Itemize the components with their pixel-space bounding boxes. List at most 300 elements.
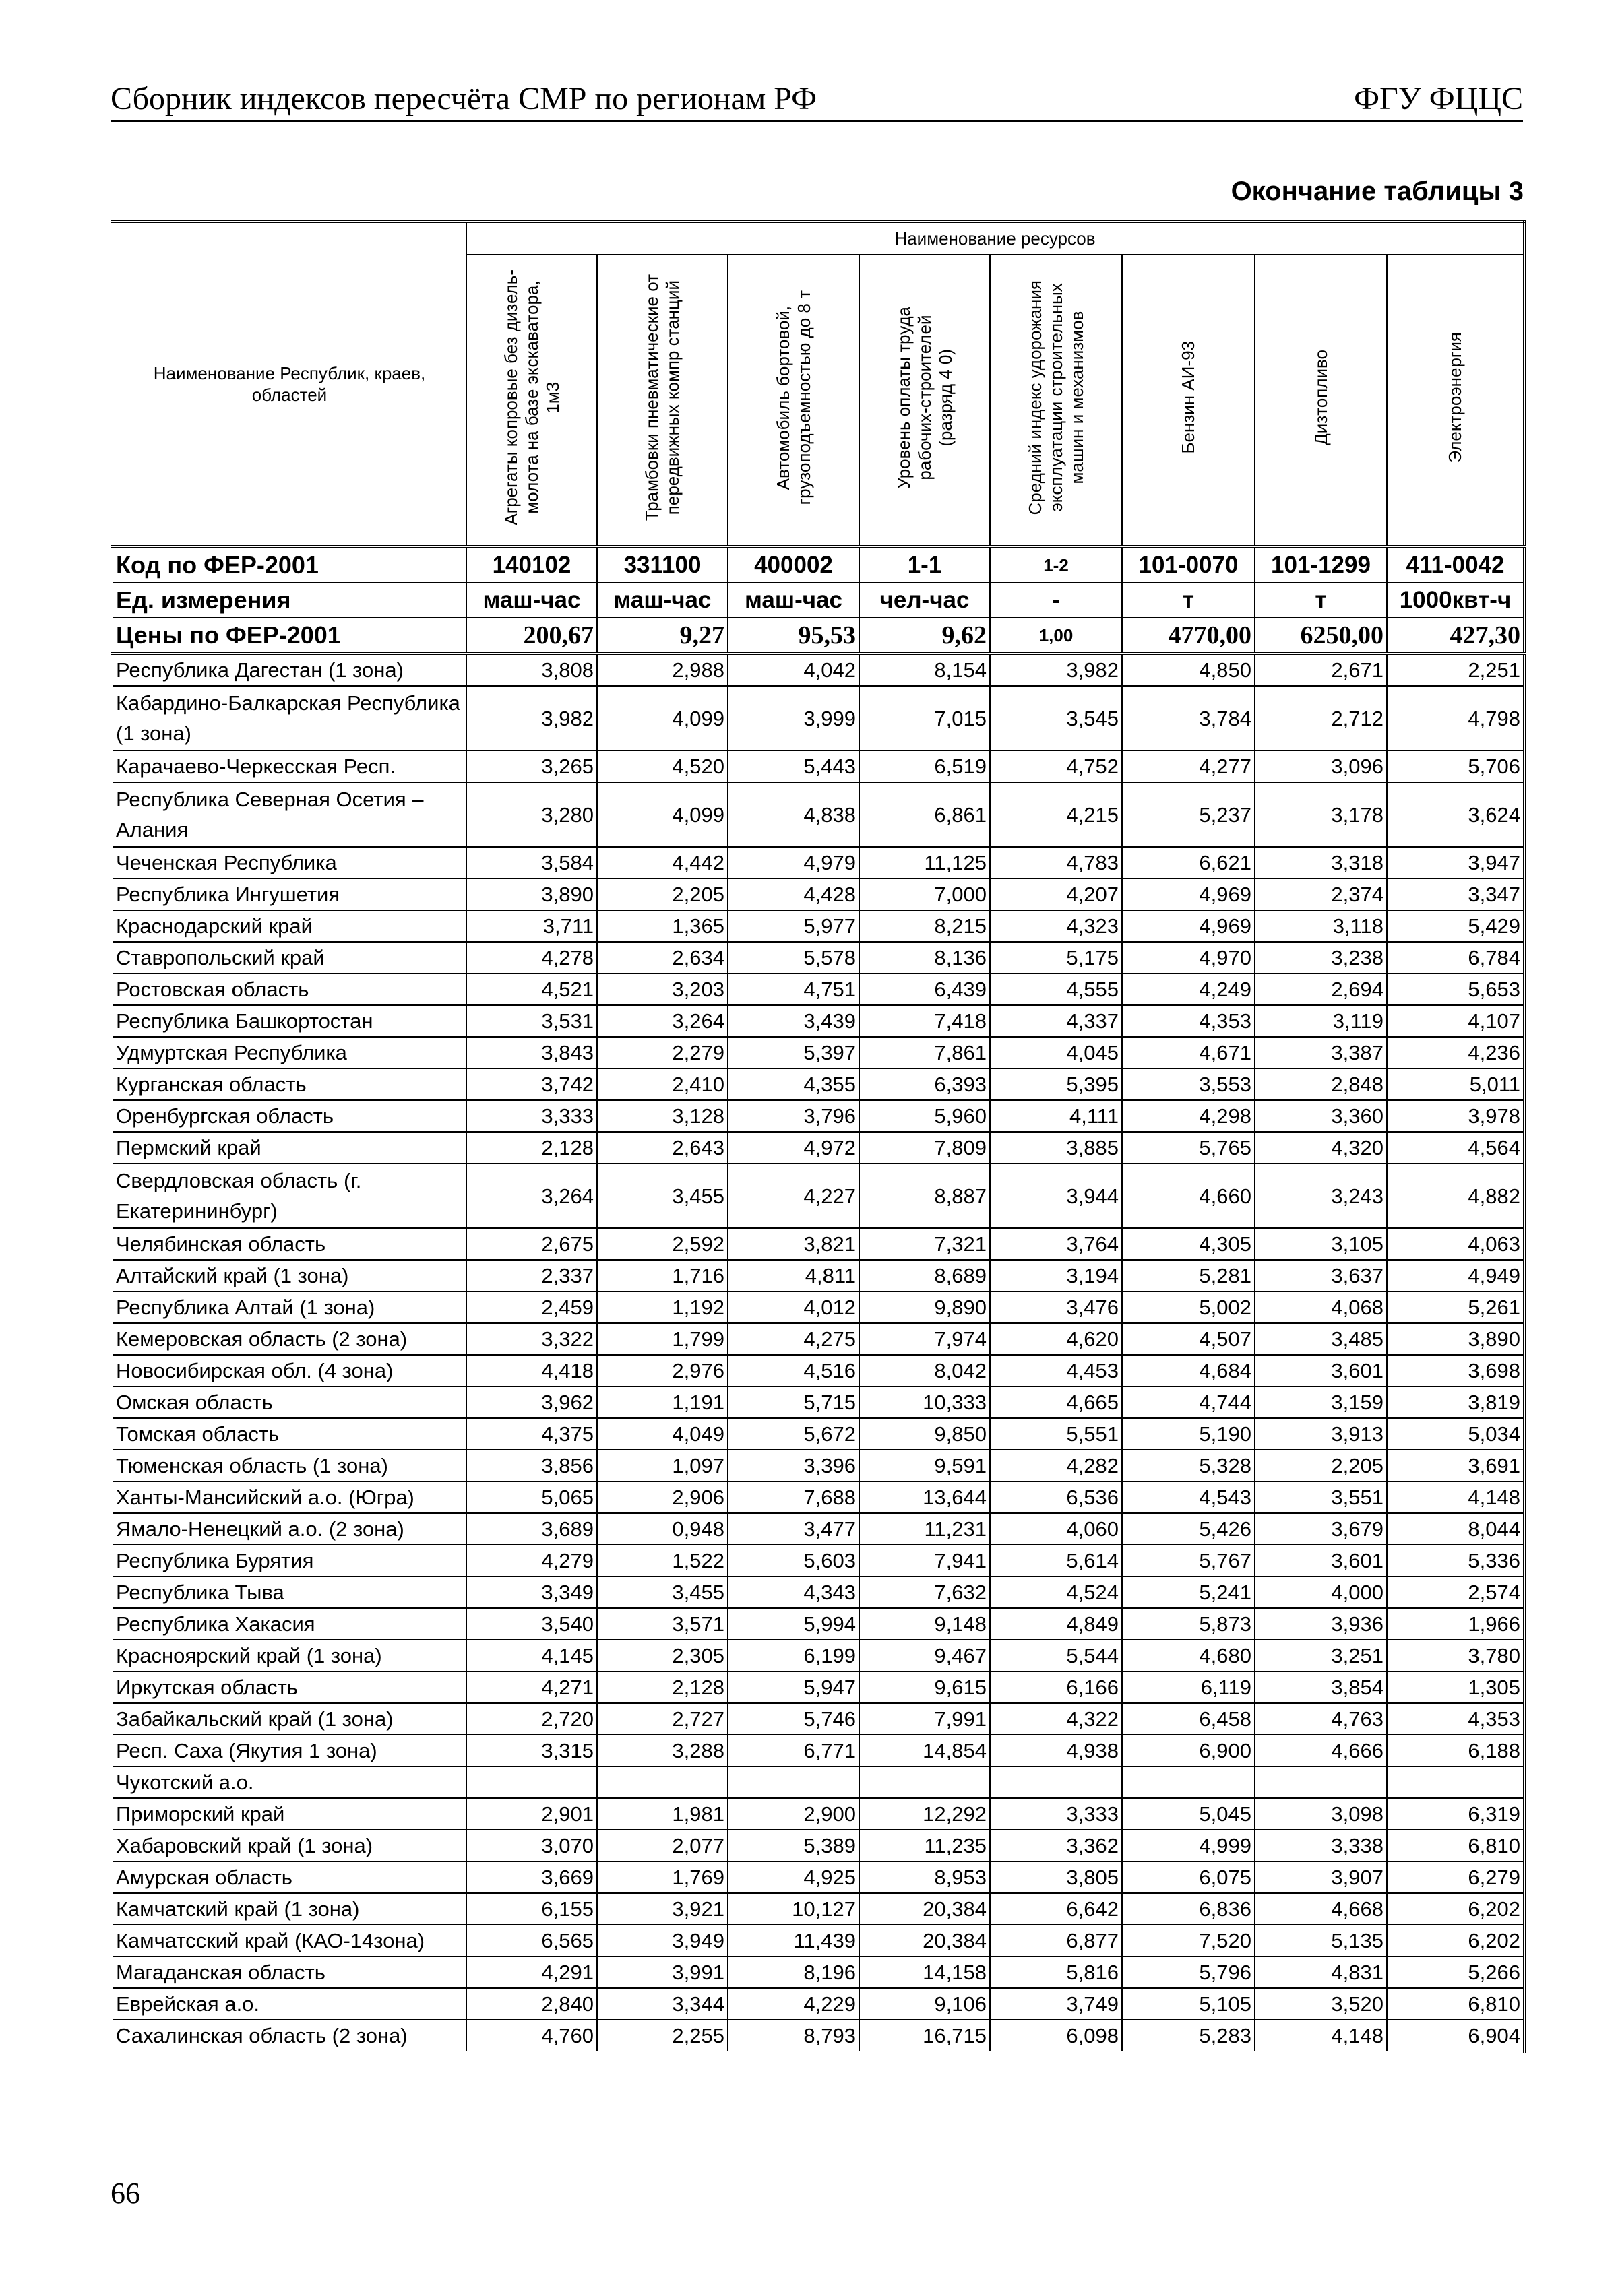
index-value: 3,288 xyxy=(597,1735,728,1766)
table-row xyxy=(112,974,1524,1005)
document-title: Сборник индексов пересчёта СМР по регионам РФ xyxy=(111,81,817,117)
index-value: 7,632 xyxy=(859,1576,990,1608)
column-header-label: Бензин АИ-93 xyxy=(1178,341,1198,454)
index-value: 3,344 xyxy=(597,1988,728,2020)
column-header xyxy=(990,255,1122,547)
index-value xyxy=(990,1766,1122,1798)
index-value: 10,333 xyxy=(859,1386,990,1418)
table-row xyxy=(112,1861,1524,1893)
index-value: 3,936 xyxy=(1255,1608,1387,1640)
index-value: 4,068 xyxy=(1255,1292,1387,1323)
index-value: 6,202 xyxy=(1387,1925,1524,1956)
index-value: 4,322 xyxy=(990,1703,1122,1735)
index-value: 4,229 xyxy=(728,1988,859,2020)
index-value: 4,227 xyxy=(728,1163,859,1228)
index-value: 4,524 xyxy=(990,1576,1122,1608)
region-name: Республика Бурятия xyxy=(112,1545,466,1576)
index-value: 6,319 xyxy=(1387,1798,1524,1830)
index-value: 9,148 xyxy=(859,1608,990,1640)
index-value: 1,981 xyxy=(597,1798,728,1830)
table-row xyxy=(112,1671,1524,1703)
index-value: 5,767 xyxy=(1122,1545,1255,1576)
table-row xyxy=(112,1069,1524,1100)
index-value: 3,520 xyxy=(1255,1988,1387,2020)
index-value: 5,715 xyxy=(728,1386,859,1418)
region-name: Кабардино-Балкарская Республика (1 зона) xyxy=(112,686,466,751)
index-value: 6,155 xyxy=(466,1893,597,1925)
index-value: 6,621 xyxy=(1122,847,1255,879)
cell: 427,30 xyxy=(1387,618,1524,653)
index-value: 3,764 xyxy=(990,1228,1122,1260)
index-value: 4,783 xyxy=(990,847,1122,879)
table-row xyxy=(112,910,1524,942)
index-value: 5,065 xyxy=(466,1481,597,1513)
index-value: 5,266 xyxy=(1387,1956,1524,1988)
fer-price-row-label: Цены по ФЕР-2001 xyxy=(112,618,466,653)
index-value: 4,850 xyxy=(1122,653,1255,686)
table-row xyxy=(112,751,1524,782)
index-value: 4,938 xyxy=(990,1735,1122,1766)
index-value: 6,119 xyxy=(1122,1671,1255,1703)
index-value: 5,796 xyxy=(1122,1956,1255,1988)
index-value: 7,809 xyxy=(859,1132,990,1163)
index-value: 8,887 xyxy=(859,1163,990,1228)
index-value xyxy=(1255,1766,1387,1798)
index-value xyxy=(597,1766,728,1798)
cell: 400002 xyxy=(728,547,859,583)
index-value: 2,848 xyxy=(1255,1069,1387,1100)
index-value: 13,644 xyxy=(859,1481,990,1513)
table-row xyxy=(112,1292,1524,1323)
index-value: 8,196 xyxy=(728,1956,859,1988)
index-value: 6,810 xyxy=(1387,1830,1524,1861)
index-value: 3,553 xyxy=(1122,1069,1255,1100)
index-value: 4,520 xyxy=(597,751,728,782)
index-value: 3,455 xyxy=(597,1576,728,1608)
index-value: 4,271 xyxy=(466,1671,597,1703)
index-value: 5,706 xyxy=(1387,751,1524,782)
cell: маш-час xyxy=(597,583,728,618)
index-value: 4,949 xyxy=(1387,1260,1524,1292)
index-value: 4,665 xyxy=(990,1386,1122,1418)
cell: 4770,00 xyxy=(1122,618,1255,653)
region-name: Амурская область xyxy=(112,1861,466,1893)
organization-name: ФГУ ФЦЦС xyxy=(1354,81,1523,117)
index-value xyxy=(728,1766,859,1798)
index-value: 9,615 xyxy=(859,1671,990,1703)
index-value: 4,979 xyxy=(728,847,859,879)
index-value: 3,821 xyxy=(728,1228,859,1260)
index-value: 2,374 xyxy=(1255,879,1387,910)
index-value: 5,034 xyxy=(1387,1418,1524,1450)
index-value: 6,784 xyxy=(1387,942,1524,974)
index-value: 3,978 xyxy=(1387,1100,1524,1132)
index-value: 2,205 xyxy=(1255,1450,1387,1481)
index-value: 5,045 xyxy=(1122,1798,1255,1830)
index-value xyxy=(1387,1766,1524,1798)
table-row xyxy=(112,1450,1524,1481)
index-value: 9,591 xyxy=(859,1450,990,1481)
index-value: 4,543 xyxy=(1122,1481,1255,1513)
index-value: 3,280 xyxy=(466,782,597,847)
index-value: 5,551 xyxy=(990,1418,1122,1450)
index-value: 9,106 xyxy=(859,1988,990,2020)
index-value: 1,799 xyxy=(597,1323,728,1355)
index-value: 5,389 xyxy=(728,1830,859,1861)
index-value: 3,540 xyxy=(466,1608,597,1640)
index-value: 4,320 xyxy=(1255,1132,1387,1163)
index-value: 6,202 xyxy=(1387,1893,1524,1925)
region-name: Челябинская область xyxy=(112,1228,466,1260)
index-value: 3,119 xyxy=(1255,1005,1387,1037)
table-row xyxy=(112,1545,1524,1576)
index-value: 3,333 xyxy=(466,1100,597,1132)
index-value: 3,347 xyxy=(1387,879,1524,910)
index-value: 4,042 xyxy=(728,653,859,686)
region-name: Омская область xyxy=(112,1386,466,1418)
index-value: 3,333 xyxy=(990,1798,1122,1830)
index-value: 3,669 xyxy=(466,1861,597,1893)
index-value: 14,158 xyxy=(859,1956,990,1988)
table-row xyxy=(112,1925,1524,1956)
index-value: 16,715 xyxy=(859,2020,990,2052)
index-value: 5,328 xyxy=(1122,1450,1255,1481)
index-value: 4,453 xyxy=(990,1355,1122,1386)
table-row xyxy=(112,1418,1524,1450)
index-value: 3,315 xyxy=(466,1735,597,1766)
index-value: 6,075 xyxy=(1122,1861,1255,1893)
index-value: 3,105 xyxy=(1255,1228,1387,1260)
index-value: 3,396 xyxy=(728,1450,859,1481)
index-value: 9,890 xyxy=(859,1292,990,1323)
index-value: 4,060 xyxy=(990,1513,1122,1545)
index-value: 5,237 xyxy=(1122,782,1255,847)
index-value: 3,796 xyxy=(728,1100,859,1132)
index-value: 3,159 xyxy=(1255,1386,1387,1418)
index-value: 3,890 xyxy=(466,879,597,910)
index-value: 6,439 xyxy=(859,974,990,1005)
index-value: 3,962 xyxy=(466,1386,597,1418)
index-value: 5,578 xyxy=(728,942,859,974)
region-name: Республика Ингушетия xyxy=(112,879,466,910)
index-value: 6,877 xyxy=(990,1925,1122,1956)
cell: 1-1 xyxy=(859,547,990,583)
index-value: 3,808 xyxy=(466,653,597,686)
index-value: 5,429 xyxy=(1387,910,1524,942)
index-value: 3,999 xyxy=(728,686,859,751)
index-value: 2,459 xyxy=(466,1292,597,1323)
index-value: 5,977 xyxy=(728,910,859,942)
index-value xyxy=(1122,1766,1255,1798)
index-value: 5,653 xyxy=(1387,974,1524,1005)
index-value: 5,261 xyxy=(1387,1292,1524,1323)
index-value: 5,960 xyxy=(859,1100,990,1132)
index-value: 3,251 xyxy=(1255,1640,1387,1671)
region-name: Респ. Саха (Якутия 1 зона) xyxy=(112,1735,466,1766)
index-value: 4,744 xyxy=(1122,1386,1255,1418)
index-value: 3,784 xyxy=(1122,686,1255,751)
column-header-label: Автомобиль бортовой, грузоподъемностью до 8 т xyxy=(772,290,814,505)
index-value: 6,904 xyxy=(1387,2020,1524,2052)
cell: 1,00 xyxy=(990,618,1122,653)
region-name: Удмуртская Республика xyxy=(112,1037,466,1069)
index-value: 3,711 xyxy=(466,910,597,942)
index-value: 4,145 xyxy=(466,1640,597,1671)
index-value: 2,337 xyxy=(466,1260,597,1292)
index-value: 4,063 xyxy=(1387,1228,1524,1260)
region-name: Ямало-Ненецкий а.о. (2 зона) xyxy=(112,1513,466,1545)
region-name: Томская область xyxy=(112,1418,466,1450)
index-value: 7,520 xyxy=(1122,1925,1255,1956)
index-value: 3,698 xyxy=(1387,1355,1524,1386)
index-value: 3,947 xyxy=(1387,847,1524,879)
cell: 1000квт-ч xyxy=(1387,583,1524,618)
column-header-label: Средний индекс удорожания эксплуатации строительных машин и механизмов xyxy=(1024,280,1087,515)
page-header xyxy=(111,75,1523,122)
index-value: 4,671 xyxy=(1122,1037,1255,1069)
index-value: 4,099 xyxy=(597,686,728,751)
index-value: 4,428 xyxy=(728,879,859,910)
table-row xyxy=(112,1576,1524,1608)
table-row xyxy=(112,1005,1524,1037)
index-value: 3,264 xyxy=(466,1163,597,1228)
region-name: Чукотский а.о. xyxy=(112,1766,466,1798)
index-value: 4,355 xyxy=(728,1069,859,1100)
index-value: 4,012 xyxy=(728,1292,859,1323)
index-value: 6,565 xyxy=(466,1925,597,1956)
column-header xyxy=(859,255,990,547)
index-value: 3,476 xyxy=(990,1292,1122,1323)
region-name: Республика Дагестан (1 зона) xyxy=(112,653,466,686)
index-value: 3,991 xyxy=(597,1956,728,1988)
table-row xyxy=(112,2020,1524,2052)
index-value: 1,097 xyxy=(597,1450,728,1481)
index-value: 3,944 xyxy=(990,1163,1122,1228)
table-row xyxy=(112,1766,1524,1798)
index-value: 8,953 xyxy=(859,1861,990,1893)
column-header xyxy=(1122,255,1255,547)
index-value: 2,712 xyxy=(1255,686,1387,751)
index-value: 14,854 xyxy=(859,1735,990,1766)
index-value: 5,283 xyxy=(1122,2020,1255,2052)
index-value: 4,668 xyxy=(1255,1893,1387,1925)
index-value: 2,305 xyxy=(597,1640,728,1671)
region-name: Сахалинская область (2 зона) xyxy=(112,2020,466,2052)
cell: чел-час xyxy=(859,583,990,618)
index-value: 3,338 xyxy=(1255,1830,1387,1861)
index-value: 6,279 xyxy=(1387,1861,1524,1893)
index-value: 5,336 xyxy=(1387,1545,1524,1576)
column-header-label: Трамбовки пневматические от передвижных компр станций xyxy=(642,274,683,521)
index-value: 3,362 xyxy=(990,1830,1122,1861)
index-value: 1,522 xyxy=(597,1545,728,1576)
index-value: 5,190 xyxy=(1122,1418,1255,1450)
cell: - xyxy=(990,583,1122,618)
resources-header: Наименование ресурсов xyxy=(466,222,1524,255)
index-value: 5,175 xyxy=(990,942,1122,974)
index-value: 4,099 xyxy=(597,782,728,847)
index-value: 4,337 xyxy=(990,1005,1122,1037)
index-value: 3,749 xyxy=(990,1988,1122,2020)
index-value: 3,982 xyxy=(990,653,1122,686)
index-value: 6,519 xyxy=(859,751,990,782)
index-value: 3,485 xyxy=(1255,1323,1387,1355)
region-name: Ростовская область xyxy=(112,974,466,1005)
index-value: 4,000 xyxy=(1255,1576,1387,1608)
index-value: 5,614 xyxy=(990,1545,1122,1576)
index-value: 2,840 xyxy=(466,1988,597,2020)
index-value: 3,601 xyxy=(1255,1355,1387,1386)
region-name: Магаданская область xyxy=(112,1956,466,1988)
index-value: 8,136 xyxy=(859,942,990,974)
index-value: 6,771 xyxy=(728,1735,859,1766)
index-value: 3,349 xyxy=(466,1576,597,1608)
region-name: Камчатский край (1 зона) xyxy=(112,1893,466,1925)
index-value: 3,921 xyxy=(597,1893,728,1925)
index-value: 3,571 xyxy=(597,1608,728,1640)
index-value: 8,793 xyxy=(728,2020,859,2052)
table-row xyxy=(112,1323,1524,1355)
index-value: 4,442 xyxy=(597,847,728,879)
index-value: 2,077 xyxy=(597,1830,728,1861)
index-value: 4,666 xyxy=(1255,1735,1387,1766)
index-value: 4,279 xyxy=(466,1545,597,1576)
index-value: 4,925 xyxy=(728,1861,859,1893)
index-value: 4,760 xyxy=(466,2020,597,2052)
index-value: 5,947 xyxy=(728,1671,859,1703)
index-value: 9,467 xyxy=(859,1640,990,1671)
region-name: Забайкальский край (1 зона) xyxy=(112,1703,466,1735)
region-name: Республика Тыва xyxy=(112,1576,466,1608)
cell: 101-1299 xyxy=(1255,547,1387,583)
index-value: 2,634 xyxy=(597,942,728,974)
index-value: 2,255 xyxy=(597,2020,728,2052)
index-value: 5,816 xyxy=(990,1956,1122,1988)
table-row xyxy=(112,1260,1524,1292)
region-name: Алтайский край (1 зона) xyxy=(112,1260,466,1292)
index-value: 6,188 xyxy=(1387,1735,1524,1766)
region-name: Свердловская область (г. Екатерининбург) xyxy=(112,1163,466,1228)
index-value: 5,002 xyxy=(1122,1292,1255,1323)
column-header-label: Агрегаты копровые без дизель- молота на базе экскаватора, 1м3 xyxy=(500,269,563,525)
index-value: 1,966 xyxy=(1387,1608,1524,1640)
cell: т xyxy=(1122,583,1255,618)
index-value: 4,564 xyxy=(1387,1132,1524,1163)
index-value: 11,439 xyxy=(728,1925,859,1956)
index-value: 4,277 xyxy=(1122,751,1255,782)
index-value: 4,763 xyxy=(1255,1703,1387,1735)
region-name: Камчатсский край (КАО-14зона) xyxy=(112,1925,466,1956)
regional-index-table xyxy=(111,220,1526,2053)
index-value: 4,831 xyxy=(1255,1956,1387,1988)
index-value: 4,516 xyxy=(728,1355,859,1386)
table-caption: Окончание таблицы 3 xyxy=(1231,177,1524,206)
table-row xyxy=(112,1735,1524,1766)
region-name: Курганская область xyxy=(112,1069,466,1100)
index-value: 4,752 xyxy=(990,751,1122,782)
cell: маш-час xyxy=(466,583,597,618)
index-value xyxy=(859,1766,990,1798)
index-value: 5,672 xyxy=(728,1418,859,1450)
cell: 9,27 xyxy=(597,618,728,653)
index-value: 6,900 xyxy=(1122,1735,1255,1766)
index-value: 3,265 xyxy=(466,751,597,782)
index-value: 2,592 xyxy=(597,1228,728,1260)
index-value: 6,836 xyxy=(1122,1893,1255,1925)
index-value: 7,941 xyxy=(859,1545,990,1576)
region-name: Республика Хакасия xyxy=(112,1608,466,1640)
index-value: 3,322 xyxy=(466,1323,597,1355)
table-row xyxy=(112,653,1524,686)
index-value: 3,178 xyxy=(1255,782,1387,847)
table-row xyxy=(112,1703,1524,1735)
index-value: 4,620 xyxy=(990,1323,1122,1355)
index-value: 2,720 xyxy=(466,1703,597,1735)
unit-row xyxy=(112,583,1524,618)
index-value: 6,861 xyxy=(859,782,990,847)
index-value: 5,397 xyxy=(728,1037,859,1069)
fer-code-row xyxy=(112,547,1524,583)
unit-row-label: Ед. измерения xyxy=(112,583,466,618)
index-value: 2,128 xyxy=(597,1671,728,1703)
column-header xyxy=(597,255,728,547)
index-value: 3,194 xyxy=(990,1260,1122,1292)
region-name: Ставропольский край xyxy=(112,942,466,974)
index-value: 3,264 xyxy=(597,1005,728,1037)
index-value: 2,976 xyxy=(597,1355,728,1386)
index-value: 3,691 xyxy=(1387,1450,1524,1481)
index-value: 4,323 xyxy=(990,910,1122,942)
index-value: 2,251 xyxy=(1387,653,1524,686)
index-value: 3,096 xyxy=(1255,751,1387,782)
index-value: 8,044 xyxy=(1387,1513,1524,1545)
index-value: 7,418 xyxy=(859,1005,990,1037)
index-value: 3,439 xyxy=(728,1005,859,1037)
index-value: 11,125 xyxy=(859,847,990,879)
index-value: 4,353 xyxy=(1122,1005,1255,1037)
index-value: 4,660 xyxy=(1122,1163,1255,1228)
table-row xyxy=(112,942,1524,974)
table-row xyxy=(112,1355,1524,1386)
region-name: Оренбургская область xyxy=(112,1100,466,1132)
index-value: 4,838 xyxy=(728,782,859,847)
index-value: 4,882 xyxy=(1387,1163,1524,1228)
index-value: 4,291 xyxy=(466,1956,597,1988)
index-value: 8,042 xyxy=(859,1355,990,1386)
index-value: 3,455 xyxy=(597,1163,728,1228)
index-value: 7,861 xyxy=(859,1037,990,1069)
index-value: 3,545 xyxy=(990,686,1122,751)
cell: 200,67 xyxy=(466,618,597,653)
cell: 101-0070 xyxy=(1122,547,1255,583)
index-value: 8,689 xyxy=(859,1260,990,1292)
index-value: 4,521 xyxy=(466,974,597,1005)
column-header xyxy=(1387,255,1524,547)
table-row xyxy=(112,1830,1524,1861)
cell: маш-час xyxy=(728,583,859,618)
index-value: 4,999 xyxy=(1122,1830,1255,1861)
index-value: 6,810 xyxy=(1387,1988,1524,2020)
region-name: Карачаево-Черкесская Респ. xyxy=(112,751,466,782)
index-value: 3,243 xyxy=(1255,1163,1387,1228)
index-value: 3,098 xyxy=(1255,1798,1387,1830)
index-value: 4,680 xyxy=(1122,1640,1255,1671)
index-value: 4,305 xyxy=(1122,1228,1255,1260)
index-value: 5,544 xyxy=(990,1640,1122,1671)
region-name: Красноярский край (1 зона) xyxy=(112,1640,466,1671)
fer-price-row xyxy=(112,618,1524,653)
region-name: Еврейская а.о. xyxy=(112,1988,466,2020)
